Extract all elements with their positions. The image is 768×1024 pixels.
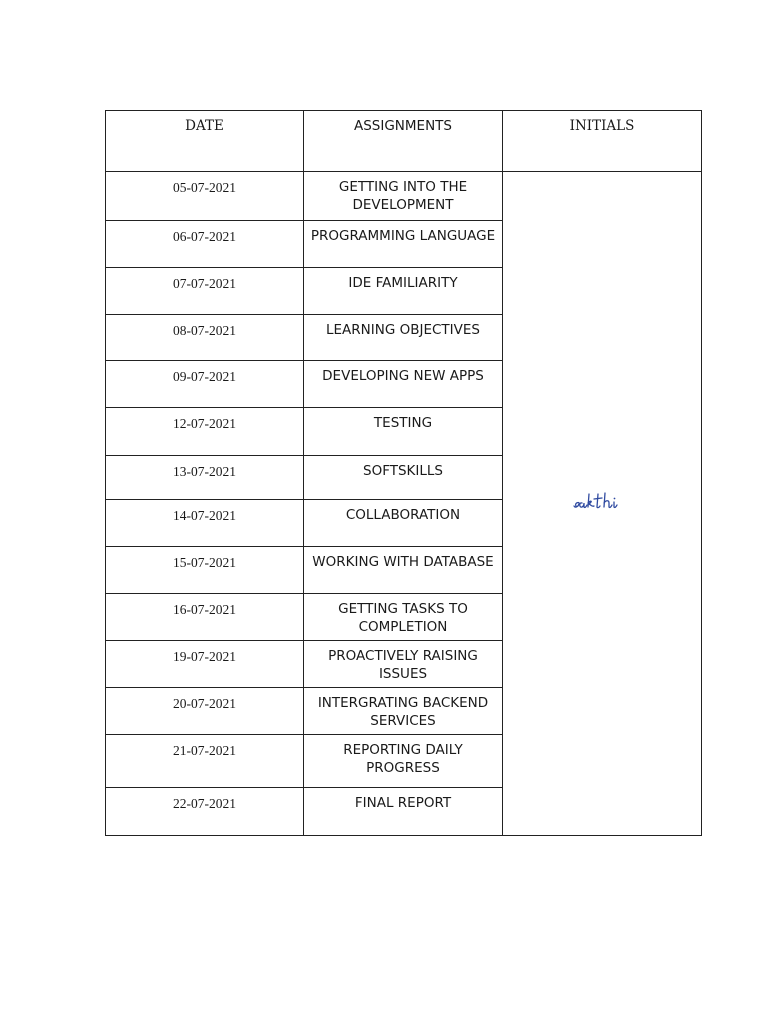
date-cell: 19-07-2021 (106, 641, 304, 688)
assignment-cell: IDE FAMILIARITY (304, 268, 503, 315)
date-cell: 08-07-2021 (106, 315, 304, 361)
assignment-cell: DEVELOPING NEW APPS (304, 361, 503, 408)
assignment-cell: GETTING INTO THE DEVELOPMENT (304, 172, 503, 221)
date-cell: 15-07-2021 (106, 547, 304, 594)
handwritten-signature (572, 486, 632, 516)
date-cell: 05-07-2021 (106, 172, 304, 221)
date-cell: 22-07-2021 (106, 788, 304, 836)
assignment-log-table (105, 110, 702, 836)
assignment-cell: LEARNING OBJECTIVES (304, 315, 503, 361)
date-cell: 09-07-2021 (106, 361, 304, 408)
date-cell: 20-07-2021 (106, 688, 304, 735)
date-cell: 16-07-2021 (106, 594, 304, 641)
date-cell: 14-07-2021 (106, 500, 304, 547)
date-cell: 07-07-2021 (106, 268, 304, 315)
initials-cell (503, 172, 702, 836)
table-header-row (106, 111, 702, 172)
table-row (106, 172, 702, 221)
assignment-cell: INTERGRATING BACKEND SERVICES (304, 688, 503, 735)
initials-column-header: INITIALS (503, 111, 702, 172)
assignment-cell: TESTING (304, 408, 503, 456)
assignment-cell: FINAL REPORT (304, 788, 503, 836)
date-cell: 21-07-2021 (106, 735, 304, 788)
assignment-cell: COLLABORATION (304, 500, 503, 547)
assignment-cell: PROGRAMMING LANGUAGE (304, 221, 503, 268)
date-cell: 12-07-2021 (106, 408, 304, 456)
date-column-header: DATE (106, 111, 304, 172)
date-cell: 06-07-2021 (106, 221, 304, 268)
table-body (106, 172, 702, 836)
assignment-cell: WORKING WITH DATABASE (304, 547, 503, 594)
assignments-column-header: ASSIGNMENTS (304, 111, 503, 172)
assignment-cell: SOFTSKILLS (304, 456, 503, 500)
assignment-cell: PROACTIVELY RAISING ISSUES (304, 641, 503, 688)
assignment-cell: GETTING TASKS TO COMPLETION (304, 594, 503, 641)
date-cell: 13-07-2021 (106, 456, 304, 500)
assignment-cell: REPORTING DAILY PROGRESS (304, 735, 503, 788)
